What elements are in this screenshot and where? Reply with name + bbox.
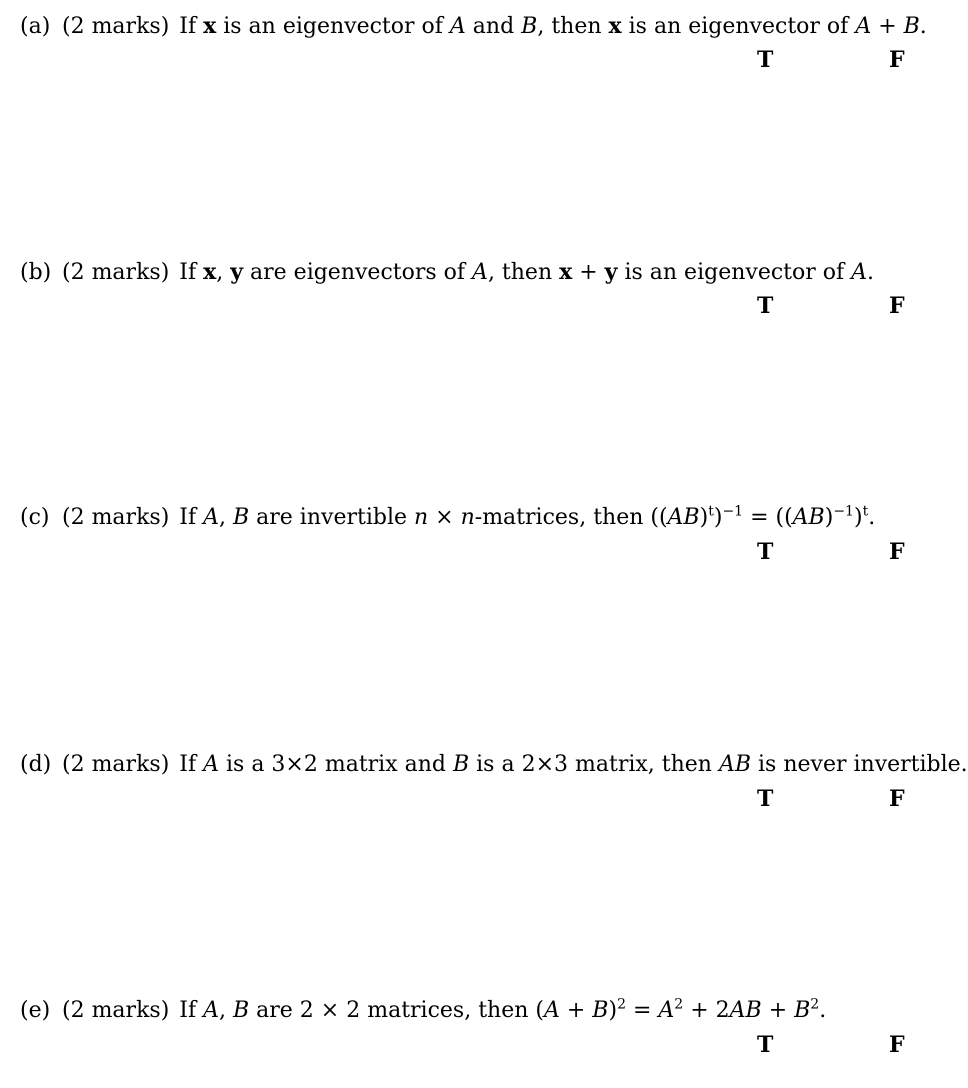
math-symbol: A <box>203 752 219 777</box>
statement-fragment: If <box>179 998 204 1023</box>
superscript: −1 <box>722 503 744 520</box>
true-option[interactable]: T <box>757 1032 774 1058</box>
vector-symbol: y <box>604 259 618 285</box>
math-symbol: A <box>855 14 872 39</box>
statement-text <box>179 14 927 39</box>
math-symbol: A <box>851 260 868 285</box>
statement-fragment: × <box>428 505 461 530</box>
math-symbol: A <box>449 14 466 39</box>
statement-fragment: are 2 × 2 matrices, then ( <box>249 998 544 1023</box>
question-marks: (2 marks) <box>62 14 170 39</box>
true-option[interactable]: T <box>757 47 774 73</box>
math-symbol: AB <box>729 998 762 1023</box>
statement-fragment: If <box>179 260 204 285</box>
math-symbol: B <box>592 998 609 1023</box>
question-statement <box>20 504 875 532</box>
statement-fragment: . <box>867 260 875 285</box>
vector-symbol: x <box>608 13 622 39</box>
statement-fragment: , <box>216 260 231 285</box>
statement-fragment: . <box>819 998 827 1023</box>
statement-fragment: and <box>465 14 522 39</box>
statement-fragment: are invertible <box>249 505 414 530</box>
question-label: (c) <box>20 505 50 530</box>
statement-fragment: + <box>761 998 795 1023</box>
question-label: (e) <box>20 998 51 1023</box>
statement-fragment: + <box>871 14 904 39</box>
statement-fragment: + <box>559 998 593 1023</box>
statement-fragment: If <box>179 14 204 39</box>
statement-fragment: is an eigenvector of <box>621 14 856 39</box>
math-symbol: B <box>233 505 250 530</box>
math-symbol: A <box>543 998 560 1023</box>
false-option[interactable]: F <box>889 47 905 73</box>
superscript: t <box>862 503 869 520</box>
math-symbol: A <box>472 260 488 285</box>
statement-fragment: ) <box>853 505 863 530</box>
false-option[interactable]: F <box>889 786 905 812</box>
statement-fragment: . <box>919 14 927 39</box>
statement-fragment: ) <box>713 505 723 530</box>
statement-fragment: ) <box>824 505 834 530</box>
statement-fragment: + 2 <box>683 998 730 1023</box>
statement-fragment: = (( <box>743 505 793 530</box>
math-symbol: AB <box>718 752 752 777</box>
math-symbol: B <box>233 998 250 1023</box>
false-option[interactable]: F <box>889 1032 905 1058</box>
statement-fragment: , <box>219 998 233 1023</box>
math-symbol: B <box>794 998 811 1023</box>
statement-fragment: = <box>625 998 659 1023</box>
statement-fragment: If <box>179 752 204 777</box>
true-option[interactable]: T <box>757 539 774 565</box>
statement-fragment: are eigenvectors of <box>243 260 473 285</box>
statement-fragment: If <box>179 505 204 530</box>
statement-text <box>179 260 874 285</box>
math-symbol: B <box>521 14 538 39</box>
statement-fragment: is a 2×3 matrix, then <box>469 752 719 777</box>
false-option[interactable]: F <box>889 539 905 565</box>
question-label: (a) <box>20 14 51 39</box>
statement-text <box>179 998 826 1023</box>
vector-symbol: x <box>203 259 217 285</box>
math-symbol: B <box>903 14 920 39</box>
statement-fragment: . <box>868 505 876 530</box>
statement-fragment: + <box>572 260 605 285</box>
true-option[interactable]: T <box>757 786 774 812</box>
question-marks: (2 marks) <box>62 752 170 777</box>
question-statement <box>20 751 968 779</box>
statement-fragment: is never invertible. <box>751 752 968 777</box>
math-symbol: n <box>460 505 475 530</box>
statement-fragment: ) <box>699 505 709 530</box>
statement-fragment: ) <box>608 998 618 1023</box>
true-option[interactable]: T <box>757 293 774 319</box>
statement-fragment: -matrices, then (( <box>474 505 668 530</box>
statement-fragment: , then <box>537 14 609 39</box>
superscript: 2 <box>617 996 626 1013</box>
question-marks: (2 marks) <box>62 505 170 530</box>
statement-text <box>179 505 875 530</box>
superscript: t <box>708 503 714 520</box>
math-symbol: B <box>452 752 470 777</box>
vector-symbol: y <box>230 259 244 285</box>
superscript: 2 <box>810 996 820 1013</box>
math-symbol: AB <box>792 505 825 530</box>
question-statement <box>20 997 826 1025</box>
question-marks: (2 marks) <box>62 260 170 285</box>
statement-fragment: is an eigenvector of <box>216 14 450 39</box>
math-symbol: A <box>658 998 675 1023</box>
math-symbol: AB <box>667 505 700 530</box>
statement-text <box>179 752 967 777</box>
statement-fragment: , <box>219 505 233 530</box>
math-symbol: A <box>203 505 219 530</box>
statement-fragment: , then <box>487 260 560 285</box>
math-symbol: A <box>203 998 219 1023</box>
superscript: 2 <box>674 996 684 1013</box>
question-statement <box>20 258 874 287</box>
vector-symbol: x <box>559 259 573 285</box>
question-marks: (2 marks) <box>62 998 170 1023</box>
question-statement <box>20 12 927 41</box>
statement-fragment: is an eigenvector of <box>617 260 852 285</box>
question-label: (d) <box>20 752 52 777</box>
question-label: (b) <box>20 260 52 285</box>
math-symbol: n <box>414 505 429 530</box>
statement-fragment: is a 3×2 matrix and <box>219 752 453 777</box>
superscript: −1 <box>833 503 854 520</box>
false-option[interactable]: F <box>889 293 905 319</box>
vector-symbol: x <box>203 13 217 39</box>
